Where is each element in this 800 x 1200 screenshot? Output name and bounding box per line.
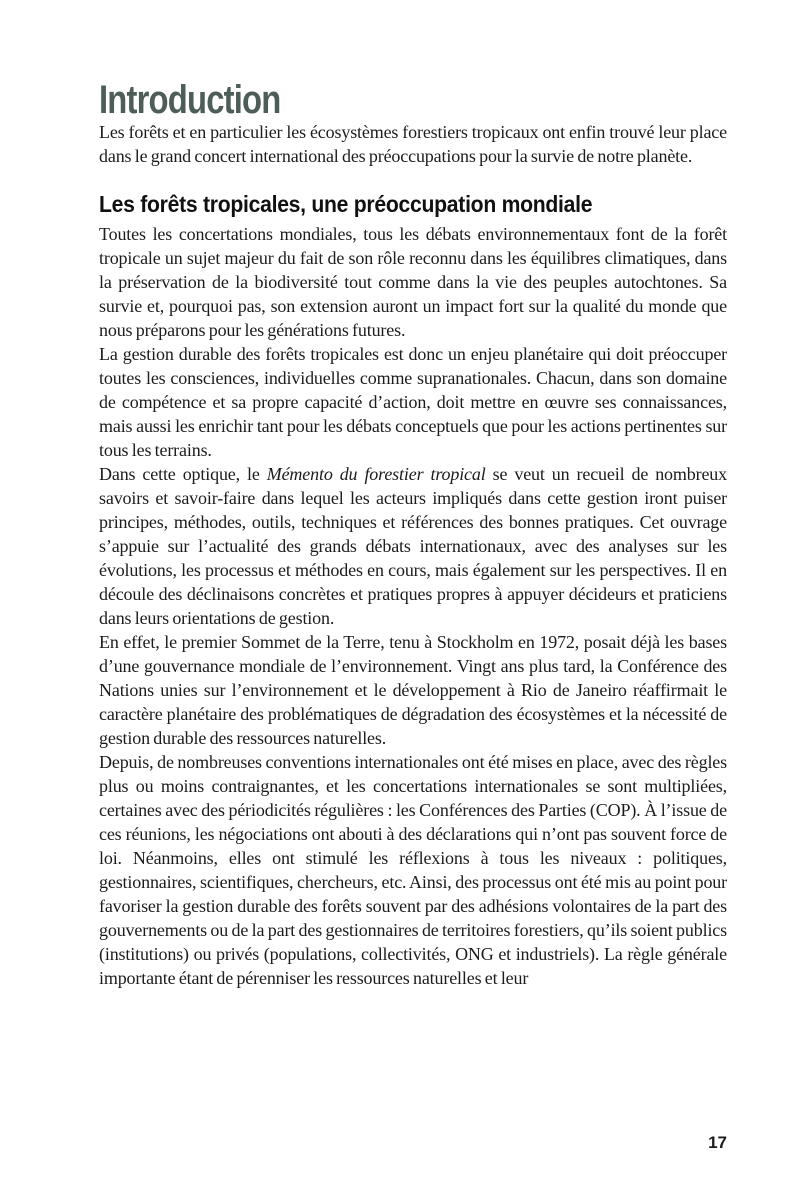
intro-paragraph: Les forêts et en particulier les écosystèmes forestiers tropicaux ont enfin trouvé leur place dans le grand concert international des préoccupations pour la survie de notre planète. — [99, 122, 727, 166]
book-title-italic: Mémento du forestier tropical — [266, 464, 486, 484]
section-heading: Les forêts tropicales, une préoccupation mondiale — [99, 191, 593, 217]
paragraph-text-after-title: se veut un recueil de nombreux savoirs et savoir-faire dans lequel les acteurs impliqués dans cette gestion iront puiser principes, méthodes, outils, techniques et références des bonnes pratiques. Cet ouvrage s’appuie sur l’actualité des grands débats internationaux, avec des analyses sur les évolutions, les processus et méthodes en cours, mais également sur les perspectives. Il en découle des déclinaisons concrètes et pratiques propres à appuyer décideurs et praticiens dans leurs orientations de gestion. — [99, 464, 727, 628]
page-content — [99, 0, 727, 990]
page-number: 17 — [708, 1133, 727, 1152]
chapter-title: Introduction — [99, 78, 281, 122]
paragraph-sustainable-management: La gestion durable des forêts tropicales est donc un enjeu planétaire qui doit préoccuper toutes les consciences, individuelles comme supranationales. Chacun, dans son domaine de compétence et sa propre capacité d’action, doit mettre en œuvre ses connaissances, mais aussi les enrichir tant pour les débats conceptuels que pour les actions pertinentes sur tous les terrains. — [99, 344, 727, 460]
paragraph-tropical-forests: Toutes les concertations mondiales, tous les débats environnementaux font de la forêt tropicale un sujet majeur du fait de son rôle reconnu dans les équilibres climatiques, dans la préservation de la biodiversité tout comme dans la vie des peuples autochtones. Sa survie et, pourquoi pas, son extension auront un impact fort sur la qualité du monde que nous préparons pour les générations futures. — [99, 224, 727, 340]
paragraph-conventions: Depuis, de nombreuses conventions internationales ont été mises en place, avec des règles plus ou moins contraignantes, et les concertations internationales se sont multipliées, certaines avec des périodicités régulières : les Conférences des Parties (COP). À l’issue de ces réunions, les négociations ont abouti à des déclarations qui n’ont pas souvent force de loi. Néanmoins, elles ont stimulé les réflexions à tous les niveaux : politiques, gestionnaires, scientifiques, chercheurs, etc. Ainsi, des processus ont été mis au point pour favoriser la gestion durable des forêts souvent par des adhésions volontaires de la part des gouvernements ou de la part des gestionnaires de territoires forestiers, qu’ils soient publics (institutions) ou privés (populations, collectivités, ONG et industriels). La règle générale importante étant de pérenniser les ressources naturelles et leur — [99, 752, 727, 988]
paragraph-earth-summit: En effet, le premier Sommet de la Terre, tenu à Stockholm en 1972, posait déjà les bases d’une gouvernance mondiale de l’environnement. Vingt ans plus tard, la Conférence des Nations unies sur l’environnement et le développement à Rio de Janeiro réaffirmait le caractère planétaire des problématiques de dégradation des écosystèmes et la nécessité de gestion durable des ressources naturelles. — [99, 632, 727, 748]
paragraph-text-before-title: Dans cette optique, le — [99, 464, 267, 484]
paragraph-memento — [99, 462, 727, 630]
